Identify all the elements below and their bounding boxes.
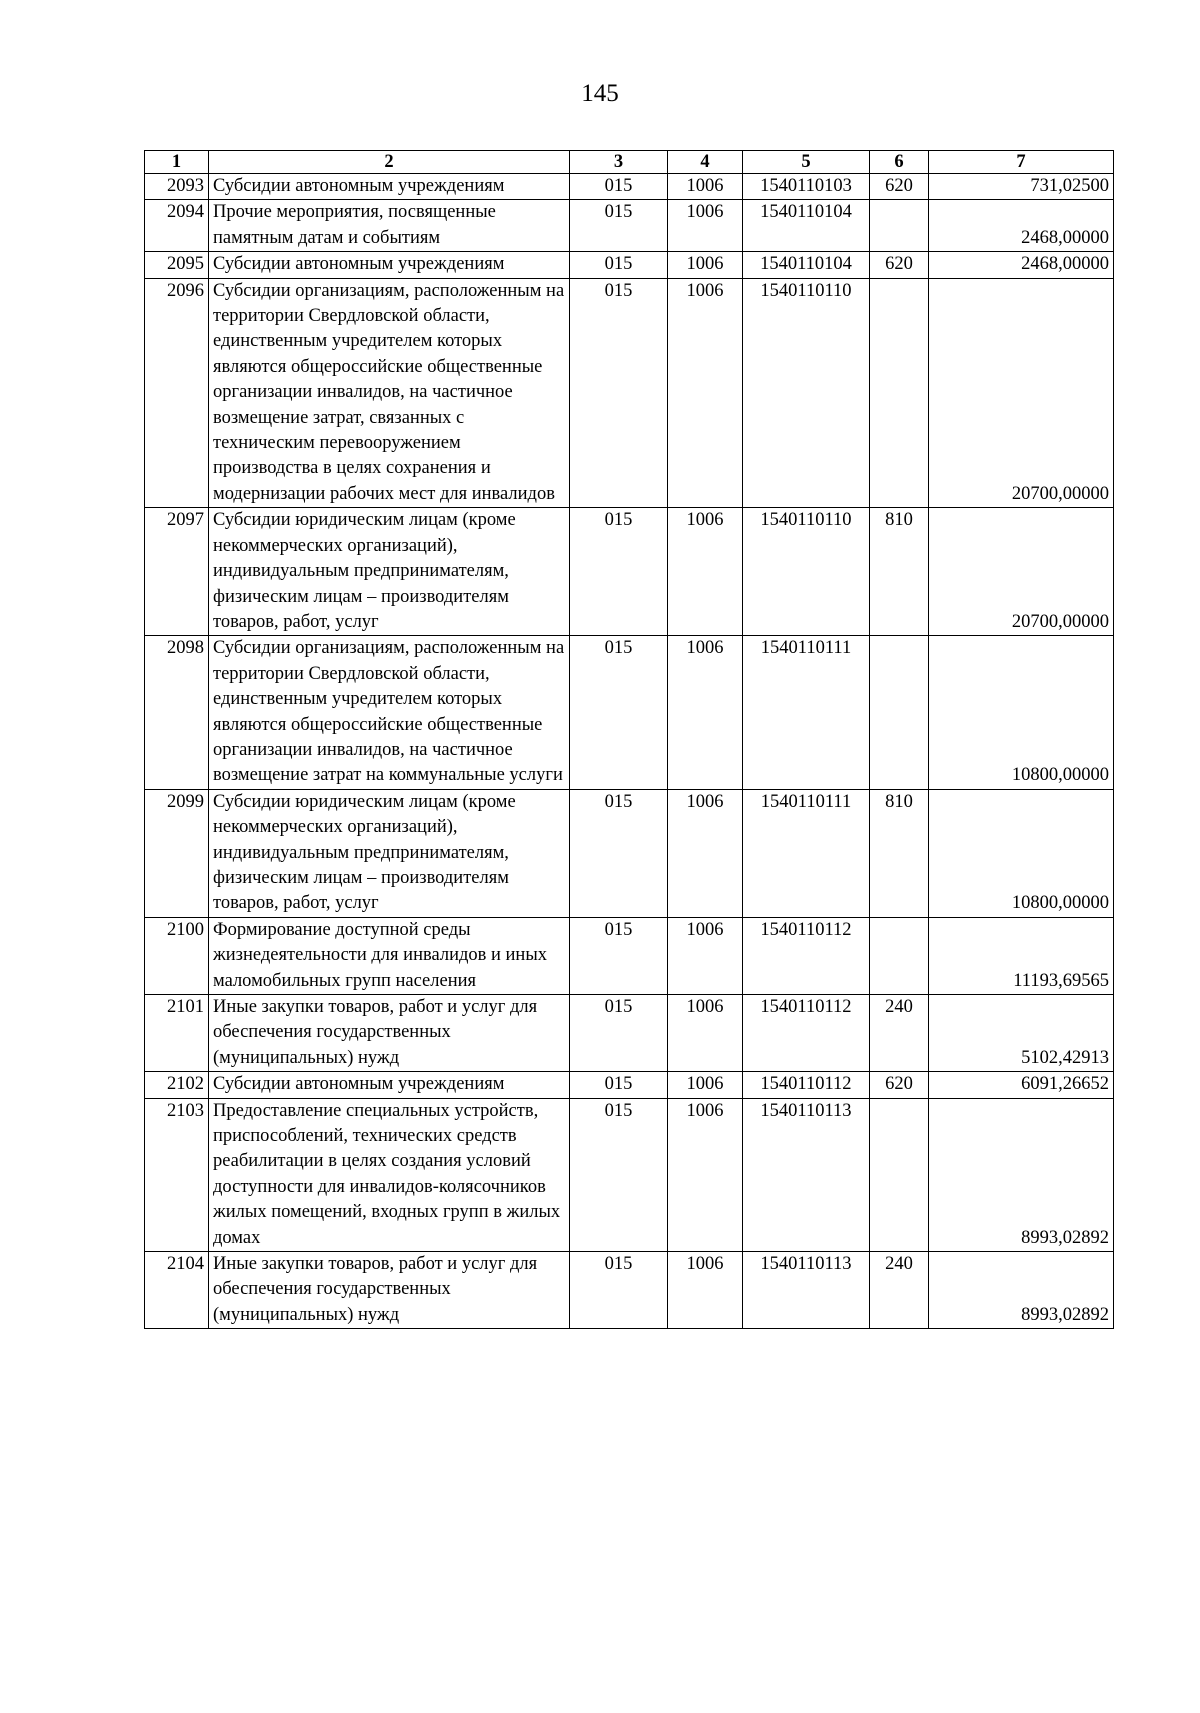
row-amount: 20700,00000 <box>929 508 1114 636</box>
row-amount: 11193,69565 <box>929 917 1114 994</box>
row-amount: 2468,00000 <box>929 252 1114 278</box>
table-row <box>145 636 1114 789</box>
row-col-3: 015 <box>570 174 668 200</box>
table-row <box>145 252 1114 278</box>
header-col-6: 6 <box>870 151 929 174</box>
row-name: Субсидии юридическим лицам (кроме некоммерческих организаций), индивидуальным предпринимателям, физическим лицам – производителям товаров, работ, услуг <box>209 508 570 636</box>
header-col-7: 7 <box>929 151 1114 174</box>
row-col-4: 1006 <box>668 508 743 636</box>
row-col-3: 015 <box>570 200 668 252</box>
row-name: Предоставление специальных устройств, приспособлений, технических средств реабилитации в целях создания условий доступности для инвалидов-колясочников жилых помещений, входных групп в жилых домах <box>209 1098 570 1251</box>
row-col-6: 810 <box>870 508 929 636</box>
row-col-4: 1006 <box>668 200 743 252</box>
table-row <box>145 1252 1114 1329</box>
row-number: 2095 <box>145 252 209 278</box>
row-name: Иные закупки товаров, работ и услуг для обеспечения государственных (муниципальных) нужд <box>209 995 570 1072</box>
row-col-4: 1006 <box>668 917 743 994</box>
row-col-5: 1540110104 <box>743 252 870 278</box>
row-col-6 <box>870 917 929 994</box>
row-number: 2100 <box>145 917 209 994</box>
row-col-5: 1540110110 <box>743 278 870 508</box>
row-col-5: 1540110104 <box>743 200 870 252</box>
row-number: 2104 <box>145 1252 209 1329</box>
row-col-6: 240 <box>870 1252 929 1329</box>
header-col-1: 1 <box>145 151 209 174</box>
row-col-3: 015 <box>570 636 668 789</box>
row-name: Иные закупки товаров, работ и услуг для обеспечения государственных (муниципальных) нужд <box>209 1252 570 1329</box>
row-number: 2103 <box>145 1098 209 1251</box>
row-col-3: 015 <box>570 917 668 994</box>
row-col-3: 015 <box>570 789 668 917</box>
row-col-3: 015 <box>570 252 668 278</box>
table-row <box>145 200 1114 252</box>
row-number: 2093 <box>145 174 209 200</box>
header-col-5: 5 <box>743 151 870 174</box>
row-name: Субсидии автономным учреждениям <box>209 174 570 200</box>
row-name: Субсидии автономным учреждениям <box>209 252 570 278</box>
budget-table <box>144 150 1114 1329</box>
row-col-3: 015 <box>570 508 668 636</box>
row-col-3: 015 <box>570 1072 668 1098</box>
row-col-5: 1540110111 <box>743 789 870 917</box>
row-number: 2099 <box>145 789 209 917</box>
row-col-4: 1006 <box>668 636 743 789</box>
row-amount: 2468,00000 <box>929 200 1114 252</box>
row-col-6: 810 <box>870 789 929 917</box>
row-col-6 <box>870 1098 929 1251</box>
row-col-6: 240 <box>870 995 929 1072</box>
row-amount: 10800,00000 <box>929 789 1114 917</box>
table-row <box>145 789 1114 917</box>
row-col-5: 1540110113 <box>743 1098 870 1251</box>
row-col-5: 1540110112 <box>743 995 870 1072</box>
row-number: 2096 <box>145 278 209 508</box>
table-row <box>145 278 1114 508</box>
header-col-4: 4 <box>668 151 743 174</box>
row-col-4: 1006 <box>668 278 743 508</box>
row-amount: 6091,26652 <box>929 1072 1114 1098</box>
row-col-3: 015 <box>570 995 668 1072</box>
table-row <box>145 174 1114 200</box>
row-col-4: 1006 <box>668 995 743 1072</box>
row-amount: 8993,02892 <box>929 1252 1114 1329</box>
row-col-4: 1006 <box>668 1098 743 1251</box>
row-name: Субсидии автономным учреждениям <box>209 1072 570 1098</box>
row-name: Субсидии юридическим лицам (кроме некоммерческих организаций), индивидуальным предпринимателям, физическим лицам – производителям товаров, работ, услуг <box>209 789 570 917</box>
table-row <box>145 917 1114 994</box>
row-col-5: 1540110112 <box>743 1072 870 1098</box>
row-number: 2094 <box>145 200 209 252</box>
row-col-3: 015 <box>570 1252 668 1329</box>
row-col-3: 015 <box>570 1098 668 1251</box>
table-row <box>145 1072 1114 1098</box>
row-name: Субсидии организациям, расположенным на территории Свердловской области, единственным учредителем которых являются общероссийские общественные организации инвалидов, на частичное возмещение затрат, связанных с техническим перевооружением производства в целях сохранения и модернизации рабочих мест для инвалидов <box>209 278 570 508</box>
row-col-4: 1006 <box>668 1072 743 1098</box>
row-number: 2102 <box>145 1072 209 1098</box>
row-col-5: 1540110110 <box>743 508 870 636</box>
row-amount: 5102,42913 <box>929 995 1114 1072</box>
header-col-2: 2 <box>209 151 570 174</box>
row-amount: 8993,02892 <box>929 1098 1114 1251</box>
header-row <box>145 151 1114 174</box>
row-col-6: 620 <box>870 174 929 200</box>
row-col-4: 1006 <box>668 1252 743 1329</box>
row-col-3: 015 <box>570 278 668 508</box>
row-amount: 731,02500 <box>929 174 1114 200</box>
row-number: 2098 <box>145 636 209 789</box>
row-col-4: 1006 <box>668 252 743 278</box>
row-col-6: 620 <box>870 252 929 278</box>
row-col-6 <box>870 200 929 252</box>
table-row <box>145 995 1114 1072</box>
header-col-3: 3 <box>570 151 668 174</box>
row-name: Субсидии организациям, расположенным на территории Свердловской области, единственным учредителем которых являются общероссийские общественные организации инвалидов, на частичное возмещение затрат на коммунальные услуги <box>209 636 570 789</box>
row-col-6: 620 <box>870 1072 929 1098</box>
row-col-5: 1540110111 <box>743 636 870 789</box>
row-number: 2097 <box>145 508 209 636</box>
row-amount: 20700,00000 <box>929 278 1114 508</box>
table-row <box>145 1098 1114 1251</box>
row-col-4: 1006 <box>668 174 743 200</box>
row-col-5: 1540110103 <box>743 174 870 200</box>
row-col-5: 1540110113 <box>743 1252 870 1329</box>
page-number: 145 <box>581 80 619 107</box>
row-col-6 <box>870 278 929 508</box>
row-amount: 10800,00000 <box>929 636 1114 789</box>
row-col-5: 1540110112 <box>743 917 870 994</box>
table-row <box>145 508 1114 636</box>
row-name: Прочие мероприятия, посвященные памятным датам и событиям <box>209 200 570 252</box>
row-number: 2101 <box>145 995 209 1072</box>
row-col-6 <box>870 636 929 789</box>
row-name: Формирование доступной среды жизнедеятельности для инвалидов и иных маломобильных групп населения <box>209 917 570 994</box>
row-col-4: 1006 <box>668 789 743 917</box>
